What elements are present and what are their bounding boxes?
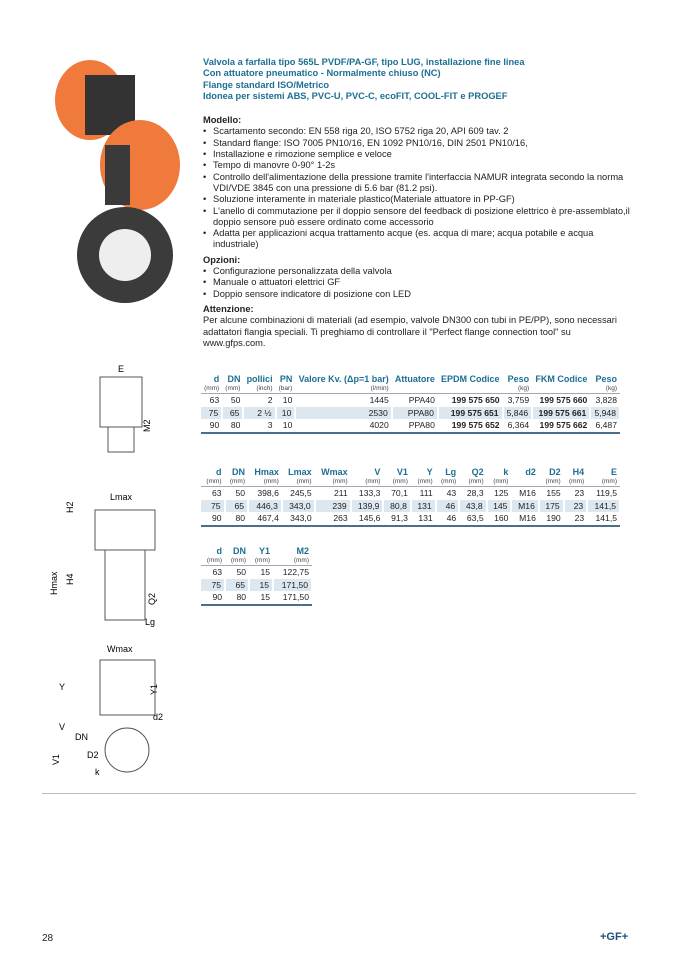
table-cell: 3,828 [595,395,617,406]
table-cell: 119,5 [596,488,617,499]
dimension-drawing-side [90,362,190,457]
column-unit: (mm) [263,478,279,485]
table-header [201,374,620,394]
table-cell: 446,3 [248,500,282,513]
table-cell: 23 [574,513,585,524]
column-label: d [213,374,220,384]
table-cell: 15 [260,567,271,578]
table-cell: 190 [546,513,561,524]
dimension-drawing-front [45,485,195,630]
table-cell: 75 [201,500,225,513]
table-cell: 46 [446,513,457,524]
column-header [351,467,384,487]
table-cell: 63 [209,395,220,406]
column-label: V [374,467,381,477]
table-cell: 23 [574,488,585,499]
table-cell: 6,364 [507,420,530,431]
column-label: d [216,467,222,477]
table-cell: 245,5 [290,488,312,499]
table-cell: PPA40 [408,395,435,406]
list-item: • Soluzione interamente in materiale plastico(Materiale attuatore in PP-GF) [203,194,633,205]
gf-logo: +GF+ [600,931,629,943]
list-item: • Standard flange: ISO 7005 PN10/16, EN 1092 PN10/16, DIN 2501 PN10/16, [203,138,633,149]
table-cell: 145 [487,500,512,513]
table-cell: 65 [222,407,243,420]
table-cell: 46 [436,500,460,513]
column-header [273,546,312,566]
column-unit: (mm) [365,478,381,485]
table-cell: 199 575 650 [451,395,500,406]
table-cell: 2 [267,395,273,406]
column-unit: (mm) [296,478,312,485]
title-line: Idonea per sistemi ABS, PVC-U, PVC-C, ecoFIT, COOL-FIT e PROGEF [203,90,508,101]
description [203,57,633,349]
column-label: k [503,467,509,477]
table-cell: 23 [564,500,588,513]
column-label: Y1 [259,546,271,556]
column-unit: (mm) [230,557,247,564]
column-label: pollici [246,374,273,384]
column-unit: (mm) [493,478,509,485]
column-unit: (mm) [568,478,585,485]
table-cell: 131 [418,513,433,524]
table-cell: 75 [201,579,225,592]
table-cell: 28,3 [466,488,484,499]
table-cell: 199 575 661 [532,407,590,420]
column-unit: (mm) [468,478,484,485]
table-cell: 199 575 652 [451,420,500,431]
column-label: DN [232,467,245,477]
column-header [225,467,249,487]
column-header [411,467,436,487]
table-cell: 4020 [369,420,389,431]
column-header [249,546,273,566]
table-cell: 80,8 [383,500,410,513]
title-line: Flange standard ISO/Metrico [203,79,330,90]
table-cell: 239 [315,500,351,513]
table-cell: 467,4 [257,513,279,524]
label-d2-upper: D2 [87,750,99,760]
column-unit: (mm) [441,478,457,485]
table-cell: 175 [539,500,564,513]
column-header [436,467,460,487]
table-cell: 343,0 [282,500,315,513]
table-row [201,487,620,500]
table-cell: 90 [211,513,222,524]
order-table [201,374,621,434]
table-body [201,394,620,433]
table-cell: 10 [276,407,296,420]
column-label: Lg [445,467,457,477]
label-wmax: Wmax [107,644,133,654]
table-cell: 171,50 [273,579,312,592]
table-cell: 80 [235,513,245,524]
table-cell: 343,0 [290,513,312,524]
column-header [487,467,512,487]
header-row [201,546,312,566]
table-cell: 91,3 [391,513,408,524]
table-row [201,419,620,433]
list-item: • Manuale o attuatori elettrici GF [203,277,633,288]
table-cell: 75 [201,407,222,420]
table-cell: 145,6 [358,513,381,524]
list-item: • Installazione e rimozione semplice e veloce [203,149,633,160]
table-cell: 1445 [369,395,389,406]
label-v1: V1 [51,753,61,765]
column-unit: (mm) [206,557,223,564]
label-y1: Y1 [149,683,159,695]
column-header [438,374,503,394]
column-header [564,467,588,487]
column-label: PN [279,374,293,384]
column-header [201,467,225,487]
column-unit: (mm) [254,557,271,564]
opzioni-heading: Opzioni: [203,254,241,265]
column-unit: (mm) [293,557,309,564]
column-header [276,374,296,394]
label-h4: H4 [65,573,75,585]
table-row [201,500,620,513]
table-cell: 139,9 [351,500,384,513]
label-lmax: Lmax [110,492,133,502]
table-cell: PPA80 [392,407,438,420]
column-header [459,467,486,487]
table-cell: 133,3 [358,488,381,499]
table-cell: 199 575 662 [539,420,588,431]
list-item: • Scartamento secondo: EN 558 riga 20, ISO 5752 riga 20, API 609 tav. 2 [203,126,633,137]
table-cell: 70,1 [391,488,408,499]
column-unit: (inch) [256,385,273,392]
column-label: Attuatore [394,374,435,384]
column-unit: (kg) [605,385,617,392]
label-k: k [95,767,100,777]
modello-list [203,126,633,250]
attenzione-text: Per alcune combinazioni di materiali (ad esempio, valvole DN300 con tubi in PE/PP), sono necessari adattatori flangia speciali. Ti preghiamo di controllare il "Perfect flange connection tool" su www.gfps.com. [203,315,617,348]
modello-heading: Modello: [203,115,242,126]
column-label: Y [426,467,433,477]
title-line: Valvola a farfalla tipo 565L PVDF/PA-GF, tipo LUG, installazione fine linea [203,57,525,67]
column-header [532,374,590,394]
table-cell: 160 [494,513,509,524]
table-cell: 141,5 [587,500,620,513]
column-header [295,374,391,394]
table-cell: 3 [267,420,273,431]
column-unit: (mm) [332,478,348,485]
list-item: • Adatta per applicazioni acqua trattamento acque (es. acqua di mare; acqua potabile e acqua industriale) [203,228,633,251]
column-header [222,374,243,394]
label-v: V [59,722,66,732]
column-label: DN [227,374,241,384]
table-cell: 63,5 [466,513,484,524]
table-cell: 50 [235,488,245,499]
column-header [315,467,351,487]
column-unit: (l/min) [370,385,389,392]
table-cell: 65 [225,500,249,513]
column-header [282,467,315,487]
table-cell: 50 [236,567,247,578]
table-cell: 10 [282,395,293,406]
column-unit: (mm) [392,478,408,485]
table-cell: 263 [333,513,348,524]
table-row [201,512,620,526]
table-cell: 80 [236,592,247,603]
column-label: D2 [549,467,561,477]
table-cell: 125 [494,488,509,499]
header-row [201,374,620,394]
column-unit: (mm) [206,478,222,485]
label-q2: Q2 [147,592,157,605]
table-cell: 199 575 651 [438,407,503,420]
table-cell: 5,846 [503,407,533,420]
column-unit: (mm) [417,478,433,485]
table-cell: M16 [519,513,536,524]
table-cell: 2530 [295,407,391,420]
table-cell: 131 [411,500,436,513]
column-header [539,467,564,487]
table-cell: PPA80 [408,420,435,431]
column-label: M2 [296,546,309,556]
table-cell: 43,8 [459,500,486,513]
table-cell: 3,759 [507,395,530,406]
label-hmax: Hmax [49,571,59,595]
table-cell: 43 [446,488,457,499]
table-cell: 2 ½ [243,407,275,420]
column-label: Peso [595,374,617,384]
header-row [201,467,620,487]
column-header [201,374,222,394]
label-e: E [118,364,125,374]
column-header [590,374,620,394]
dimension-drawing-top [45,640,195,780]
column-label: H4 [572,467,585,477]
dimensions-table-2 [201,546,313,606]
table-row [201,566,312,579]
table-cell: 6,487 [595,420,617,431]
column-header [511,467,538,487]
table-header [201,546,312,566]
table-cell: 398,6 [257,488,279,499]
list-item: • L'anello di commutazione per il doppio sensore del feedback di posizione elettrico è pre-assemblato,il doppio sensore può essere ordinato come accessorio [203,206,633,229]
label-h2: H2 [65,501,75,513]
table-cell: 171,50 [282,592,309,603]
table-cell: 211 [333,488,348,499]
table-cell: 199 575 660 [539,395,588,406]
table-cell: 50 [230,395,241,406]
product-title [203,57,633,102]
dimensions-table [201,467,621,527]
column-unit: (mm) [229,478,245,485]
column-label: V1 [396,467,408,477]
label-lg: Lg [145,617,156,627]
column-header [243,374,275,394]
table-body [201,566,312,605]
table-cell: 15 [260,592,271,603]
table-row [201,407,620,420]
column-header [587,467,620,487]
table-row [201,579,312,592]
list-item: • Controllo dell'alimentazione della pressione tramite l'interfaccia NAMUR integrata secondo la norma VDI/VDE 3845 con una pressione di 5.6 bar (81.2 psi). [203,172,633,195]
table-cell: 111 [419,488,433,499]
table-header [201,467,620,487]
attenzione-heading: Attenzione: [203,303,254,314]
list-item: • Configurazione personalizzata della valvola [203,266,633,277]
table-cell: 63 [211,488,222,499]
column-header [225,546,249,566]
column-header [503,374,533,394]
column-label: Q2 [471,467,484,477]
valve-product-photo [45,55,195,305]
table-cell: M16 [519,488,536,499]
column-unit: (mm) [225,385,241,392]
column-header [248,467,282,487]
label-m2: M2 [142,419,152,432]
column-header [392,374,438,394]
column-label: Valore Kv. (Δp=1 bar) [298,374,389,384]
label-y: Y [59,682,66,692]
column-label: EPDM Codice [441,374,500,384]
list-item: • Tempo di manovre 0-90° 1-2s [203,160,633,171]
title-line: Con attuatore pneumatico - Normalmente chiuso (NC) [203,68,441,79]
column-label: d [216,546,223,556]
table-row [201,394,620,407]
table-cell: 122,75 [282,567,309,578]
column-unit: (bar) [278,385,293,392]
opzioni-list [203,266,633,300]
table-cell: 90 [209,420,220,431]
table-cell: 10 [282,420,293,431]
column-label: d2 [525,467,536,477]
column-header [383,467,410,487]
table-cell: 63 [212,567,223,578]
column-label: Peso [507,374,530,384]
column-label: Hmax [254,467,279,477]
table-body [201,487,620,526]
table-cell: M16 [511,500,538,513]
list-item: • Doppio sensore indicatore di posizione con LED [203,289,633,300]
table-cell: 65 [225,579,249,592]
column-unit: (mm) [204,385,220,392]
table-cell: 80 [230,420,241,431]
table-cell: 155 [546,488,561,499]
divider [42,793,636,794]
table-row [201,591,312,605]
table-cell: 15 [249,579,273,592]
column-header [201,546,225,566]
column-label: E [610,467,617,477]
table-cell: 90 [212,592,223,603]
column-label: Lmax [288,467,312,477]
column-unit: (kg) [517,385,530,392]
column-label: FKM Codice [535,374,588,384]
label-d2: d2 [153,712,164,722]
column-label: DN [233,546,247,556]
table-cell: 5,948 [590,407,620,420]
column-unit: (mm) [545,478,561,485]
page-number: 28 [42,933,54,944]
column-unit: (mm) [601,478,617,485]
label-dn: DN [75,732,88,742]
table-cell: 141,5 [595,513,617,524]
column-label: Wmax [321,467,348,477]
